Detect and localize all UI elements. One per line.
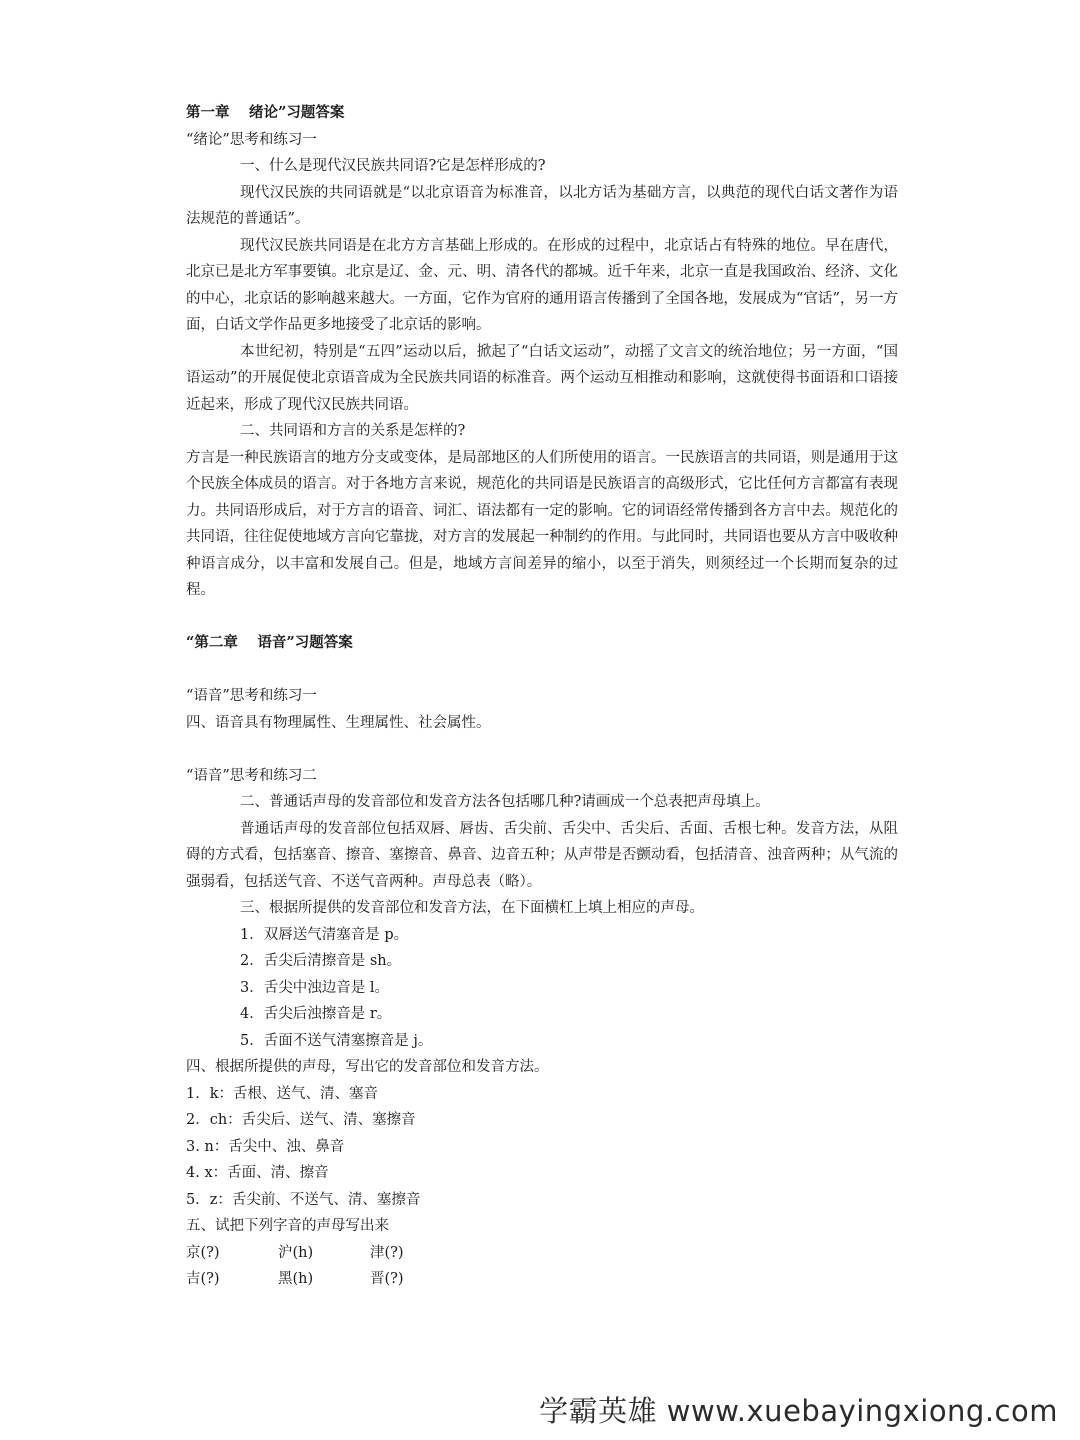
chapter2-exercise1-q4: 四、语音具有物理属性、生理属性、社会属性。 — [186, 714, 491, 731]
chapter1-answer-1-paragraph-3: 本世纪初，特别是“五四”运动以后，掀起了“白话文运动”，动摇了文言文的统治地位；另一方面，“国语运动”的开展促使北京语音成为全民族共同语的标准音。两个运动互相推动和影响，这就使得书面语和口语接近起来，形成了现代汉民族共同语。 — [186, 343, 898, 413]
chapter2-title: “第二章 语音”习题答案 — [186, 634, 353, 651]
chapter2-exercise2-q3: 三、根据所提供的发音部位和发音方法，在下面横杠上填上相应的声母。 — [240, 900, 704, 916]
q4-item: 5．z：舌尖前、不送气、清、塞擦音 — [186, 1191, 421, 1208]
document-page — [186, 100, 898, 1293]
q5-cell: 京(?) — [186, 1244, 220, 1261]
chapter1-question-2: 二、共同语和方言的关系是怎样的? — [240, 423, 466, 439]
q5-cell: 晋(?) — [370, 1271, 404, 1287]
q4-item: 3. n：舌尖中、浊、鼻音 — [186, 1138, 345, 1155]
chapter2-exercise2-heading: “语音”思考和练习二 — [186, 767, 317, 784]
q5-row — [186, 1266, 898, 1293]
chapter2-exercise1-heading: “语音”思考和练习一 — [186, 688, 317, 704]
q3-item: 5．舌面不送气清塞擦音是 j。 — [240, 1032, 433, 1049]
chapter1-question-1: 一、什么是现代汉民族共同语?它是怎样形成的? — [240, 158, 546, 174]
q4-item: 1．k：舌根、送气、清、塞音 — [186, 1085, 379, 1102]
q5-cell: 津(?) — [370, 1244, 404, 1261]
q3-item: 3．舌尖中浊边音是 l。 — [240, 979, 389, 996]
chapter1-answer-1-paragraph-2: 现代汉民族共同语是在北方方言基础上形成的。在形成的过程中，北京话占有特殊的地位。早在唐代，北京已是北方军事要镇。北京是辽、金、元、明、清各代的都城。近千年来，北京一直是我国政治、经济、文化的中心，北京话的影响越来越大。一方面，它作为官府的通用语言传播到了全国各地，发展成为“官话”，另一方面，白话文学作品更多地接受了北京话的影响。 — [186, 237, 898, 333]
q5-cell: 黑(h) — [278, 1271, 314, 1287]
q5-cell: 吉(?) — [186, 1271, 220, 1287]
q3-item: 2．舌尖后清擦音是 sh。 — [240, 953, 402, 969]
q4-item: 4. x：舌面、清、擦音 — [186, 1165, 329, 1181]
q5-cell: 沪(h) — [278, 1244, 314, 1261]
section-spacer — [186, 657, 898, 684]
q3-item: 4．舌尖后浊擦音是 r。 — [240, 1006, 392, 1022]
chapter2-exercise2-q5: 五、试把下列字音的声母写出来 — [186, 1218, 389, 1234]
q4-item: 2．ch：舌尖后、送气、清、塞擦音 — [186, 1112, 416, 1128]
section-spacer — [186, 604, 898, 631]
q3-item: 1．双唇送气清塞音是 p。 — [240, 926, 409, 943]
chapter2-exercise2-q2: 二、普通话声母的发音部位和发音方法各包括哪几种?请画成一个总表把声母填上。 — [240, 794, 770, 810]
site-watermark: 学霸英雄 www.xuebayingxiong.com — [539, 1394, 1058, 1428]
chapter1-exercise1-heading: “绪论”思考和练习一 — [186, 131, 317, 148]
q5-row — [186, 1240, 898, 1267]
chapter2-exercise2-a2: 普通话声母的发音部位包括双唇、唇齿、舌尖前、舌尖中、舌尖后、舌面、舌根七种。发音方法，从阻碍的方式看，包括塞音、擦音、塞擦音、鼻音、边音五种；从声带是否颤动看，包括清音、浊音两种；从气流的强弱看，包括送气音、不送气音两种。声母总表（略）。 — [186, 820, 898, 890]
chapter1-answer-2: 方言是一种民族语言的地方分支或变体，是局部地区的人们所使用的语言。一民族语言的共同语，则是通用于这个民族全体成员的语言。对于各地方言来说，规范化的共同语是民族语言的高级形式，它比任何方言都富有表现力。共同语形成后，对于方言的语音、词汇、语法都有一定的影响。它的词语经常传播到各方言中去。规范化的共同语，往往促使地域方言向它靠拢，对方言的发展起一种制约的作用。与此同时，共同语也要从方言中吸收种种语言成分，以丰富和发展自己。但是，地域方言间差异的缩小，以至于消失，则须经过一个长期而复杂的过程。 — [186, 449, 898, 598]
chapter1-title: 第一章 绪论”习题答案 — [186, 104, 345, 121]
chapter2-exercise2-q4: 四、根据所提供的声母，写出它的发音部位和发音方法。 — [186, 1059, 549, 1075]
section-spacer — [186, 736, 898, 763]
chapter1-answer-1-paragraph-1: 现代汉民族的共同语就是“以北京语音为标准音，以北方话为基础方言，以典范的现代白话文著作为语法规范的普通话”。 — [186, 184, 898, 227]
